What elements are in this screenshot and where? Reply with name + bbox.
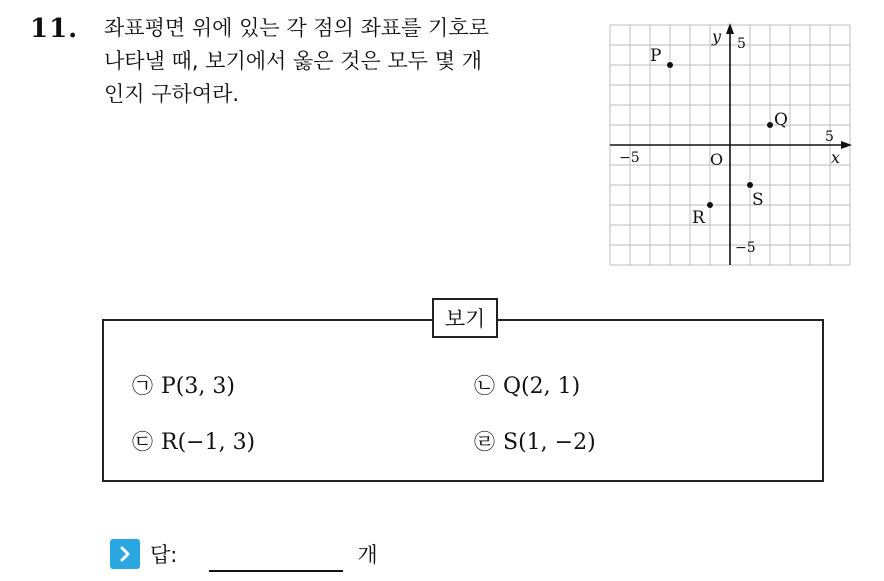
bogi-box: [102, 319, 824, 482]
tick-label: 5: [825, 129, 834, 145]
option-2: [474, 370, 580, 400]
data-point: [667, 62, 673, 68]
x-axis-label: x: [831, 148, 841, 167]
question-line: 나타낼 때, 보기에서 옳은 것은 모두 몇 개: [104, 49, 482, 73]
question-line: 인지 구하여라.: [104, 82, 240, 106]
option-3: [132, 426, 255, 456]
tick-label: 5: [737, 36, 746, 52]
option-text: Q(2, 1): [503, 374, 581, 399]
tick-label: −5: [619, 150, 640, 166]
option-1: [132, 370, 235, 400]
question-text: [104, 12, 594, 111]
bogi-title: 보기: [432, 298, 498, 338]
data-point: [747, 182, 753, 188]
question-number: 11.: [30, 14, 79, 44]
option-4: [474, 426, 596, 456]
option-text: P(3, 3): [161, 374, 235, 399]
question-line: 좌표평면 위에 있는 각 점의 좌표를 기호로: [104, 16, 489, 40]
coordinate-plane: [605, 20, 855, 270]
option-mark: ㉣: [474, 430, 495, 454]
chevron-right-icon: [110, 539, 140, 569]
point-label: Q: [774, 110, 788, 130]
option-mark: ㉡: [474, 374, 495, 398]
point-label: S: [752, 190, 764, 210]
option-mark: ㉢: [132, 430, 153, 454]
answer-label: 답:: [150, 543, 178, 567]
data-point: [707, 202, 713, 208]
option-text: S(1, −2): [503, 430, 596, 455]
point-label: R: [692, 208, 705, 228]
origin-label: O: [710, 150, 724, 169]
option-text: R(−1, 3): [161, 430, 256, 455]
tick-label: −5: [735, 240, 756, 256]
answer-blank[interactable]: [209, 536, 343, 572]
y-axis-label: y: [712, 27, 722, 46]
point-label: P: [650, 46, 662, 66]
answer-row: [110, 534, 378, 574]
option-mark: ㉠: [132, 374, 153, 398]
data-point: [767, 122, 773, 128]
answer-unit: 개: [357, 543, 378, 567]
